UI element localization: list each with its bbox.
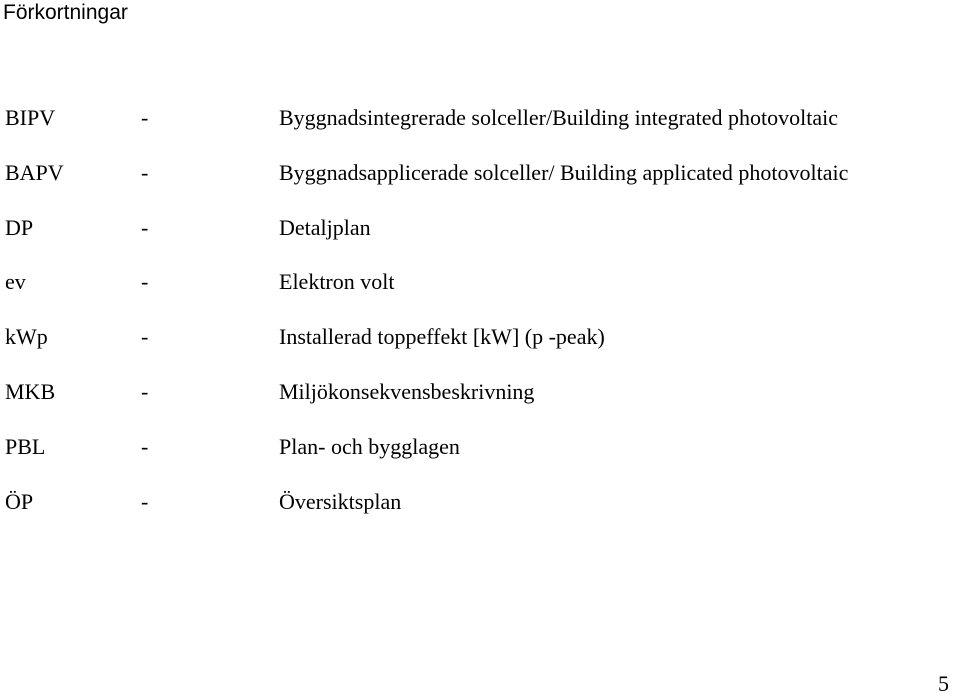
abbreviation-row-op — [0, 487, 960, 542]
abbreviation-definition: Översiktsplan — [279, 488, 402, 514]
abbreviation-definition: Miljökonsekvensbeskrivning — [279, 378, 535, 404]
abbreviation-dash: - — [141, 324, 149, 350]
abbreviation-definition: Elektron volt — [279, 269, 395, 295]
abbreviation-term: MKB — [5, 378, 56, 404]
abbreviation-row-pbl — [0, 432, 960, 487]
abbreviation-row-ev — [0, 267, 960, 322]
abbreviation-term: ÖP — [5, 488, 34, 514]
page-heading: Förkortningar — [3, 1, 128, 24]
abbreviation-row-bapv — [0, 158, 960, 213]
abbreviation-row-kwp — [0, 322, 960, 377]
page-number: 5 — [938, 671, 949, 696]
abbreviation-definition: Installerad toppeffekt [kW] (p -peak) — [279, 324, 605, 350]
abbreviation-dash: - — [141, 159, 149, 185]
abbreviation-definition: Plan- och bygglagen — [279, 433, 460, 459]
abbreviation-dash: - — [141, 214, 149, 240]
abbreviation-row-mkb — [0, 377, 960, 432]
abbreviation-definition: Byggnadsapplicerade solceller/ Building applicated photovoltaic — [279, 159, 849, 185]
abbreviation-dash: - — [141, 378, 149, 404]
abbreviation-list — [0, 103, 960, 541]
abbreviation-term: DP — [5, 214, 34, 240]
abbreviation-dash: - — [141, 488, 149, 514]
abbreviation-dash: - — [141, 269, 149, 295]
abbreviation-row-bipv — [0, 103, 960, 158]
abbreviation-term: ev — [5, 269, 26, 295]
abbreviation-definition: Detaljplan — [279, 214, 371, 240]
abbreviation-term: PBL — [5, 433, 46, 459]
abbreviation-definition: Byggnadsintegrerade solceller/Building integrated photovoltaic — [279, 105, 839, 130]
abbreviation-term: BIPV — [5, 105, 56, 130]
abbreviation-term: kWp — [5, 324, 48, 350]
abbreviation-dash: - — [141, 105, 149, 130]
abbreviation-dash: - — [141, 433, 149, 459]
abbreviation-term: BAPV — [5, 159, 64, 185]
abbreviation-row-dp — [0, 213, 960, 268]
